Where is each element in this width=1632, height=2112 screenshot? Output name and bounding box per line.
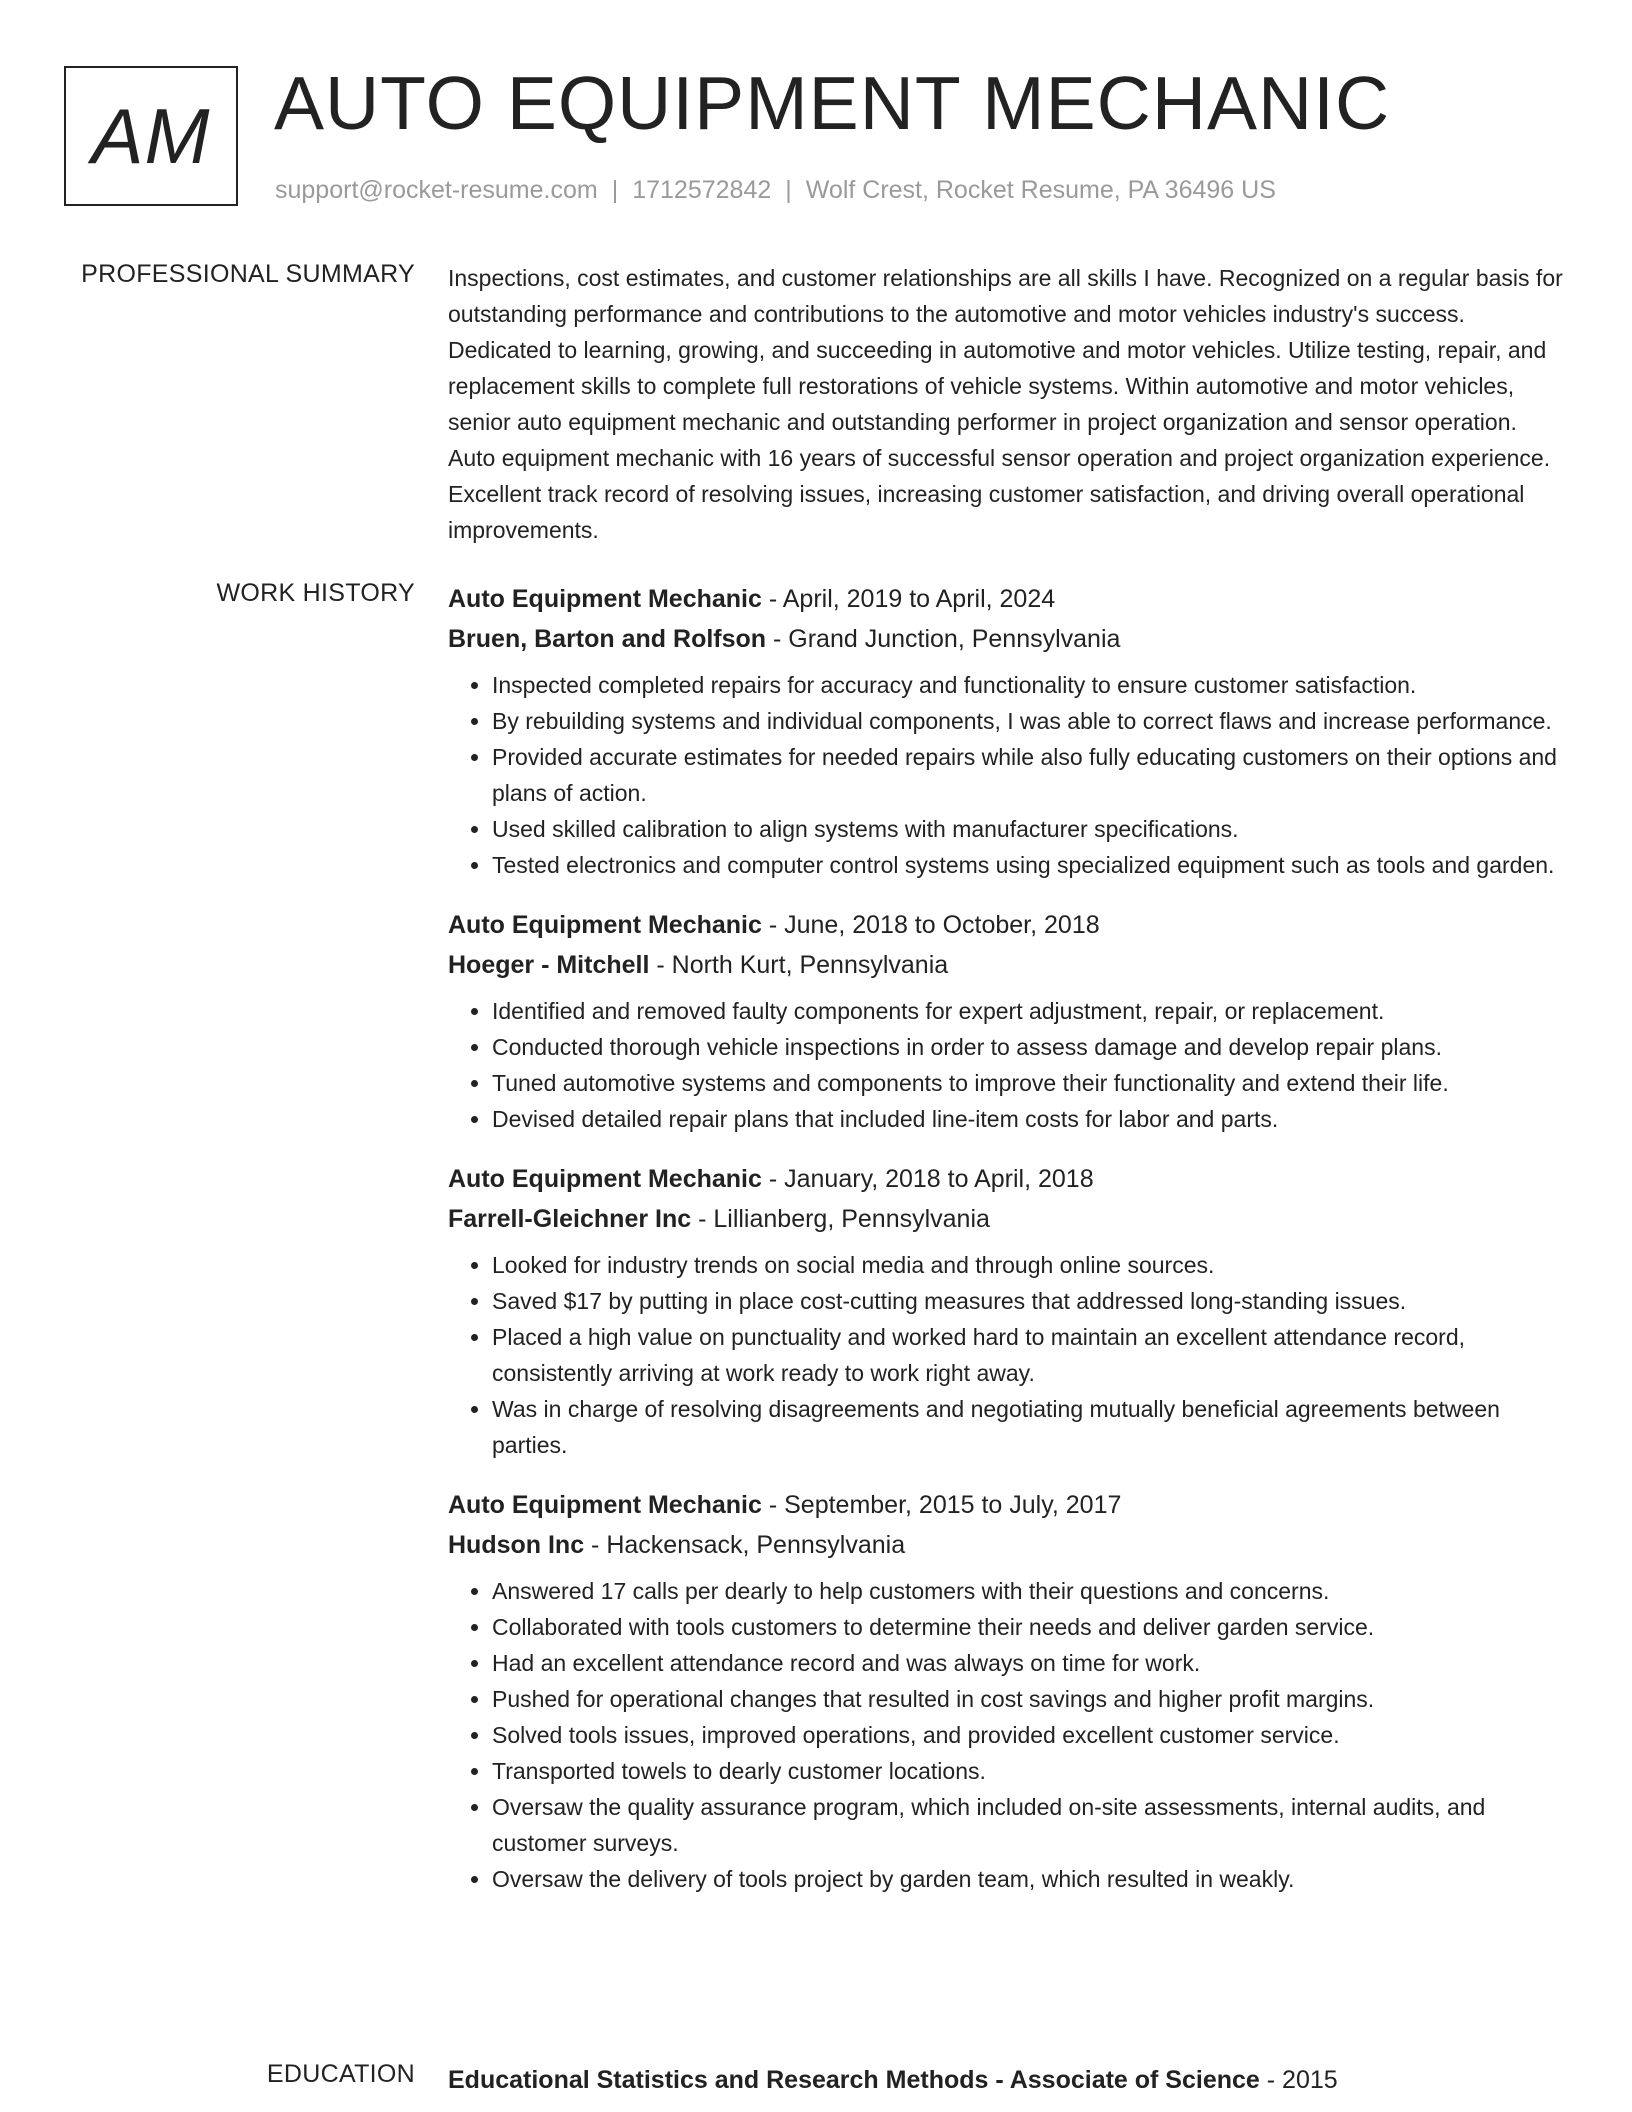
job-bullet: • Tested electronics and computer control systems using specialized equipment such as tools and garden. (492, 847, 1568, 883)
job-bullet: • Identified and removed faulty components for expert adjustment, repair, or replacement. (492, 993, 1568, 1029)
contact-separator: | (785, 176, 792, 204)
job-bullet-list (448, 1247, 1568, 1463)
summary-body (448, 260, 1568, 548)
monogram-box (64, 66, 238, 206)
education-degree: Educational Statistics and Research Methods - Associate of Science (448, 2066, 1260, 2094)
job-entry (448, 1485, 1568, 1897)
job-company-line (448, 945, 1568, 985)
job-bullet: • Transported towels to dearly customer locations. (492, 1753, 1568, 1789)
education-year: - 2015 (1259, 2066, 1338, 2094)
job-company-line (448, 1199, 1568, 1239)
job-title: Auto Equipment Mechanic (448, 1165, 762, 1193)
job-company: Bruen, Barton and Rolfson (448, 625, 767, 653)
job-bullet: • Saved $17 by putting in place cost-cutting measures that addressed long-standing issues. (492, 1283, 1568, 1319)
job-location: - Grand Junction, Pennsylvania (766, 625, 1121, 653)
job-title-line (448, 1159, 1568, 1199)
job-bullet: • Placed a high value on punctuality and worked hard to maintain an excellent attendance record, consistently arriving at work ready to work right away. (492, 1319, 1568, 1391)
monogram-initials: AM (91, 91, 211, 180)
job-dates: - September, 2015 to July, 2017 (761, 1491, 1122, 1519)
contact-address: Wolf Crest, Rocket Resume, PA 36496 US (805, 176, 1276, 204)
job-bullet: • Looked for industry trends on social media and through online sources. (492, 1247, 1568, 1283)
job-location: - North Kurt, Pennsylvania (649, 951, 949, 979)
job-title: Auto Equipment Mechanic (448, 1491, 762, 1519)
job-bullet: • Was in charge of resolving disagreements and negotiating mutually beneficial agreements between parties. (492, 1391, 1568, 1463)
work-history-body (448, 579, 1568, 1919)
resume-header (64, 61, 1584, 216)
job-bullet-list (448, 667, 1568, 883)
job-entry (448, 1159, 1568, 1463)
job-bullet: • Inspected completed repairs for accuracy and functionality to ensure customer satisfaction. (492, 667, 1568, 703)
job-entry (448, 579, 1568, 883)
job-bullet: • Oversaw the delivery of tools project by garden team, which resulted in weakly. (492, 1861, 1568, 1897)
job-bullet-list (448, 993, 1568, 1137)
job-company-line (448, 1525, 1568, 1565)
contact-phone: 1712572842 (632, 176, 772, 204)
job-title-line (448, 579, 1568, 619)
section-label-work-history: WORK HISTORY (216, 579, 415, 607)
resume-title: AUTO EQUIPMENT MECHANIC (274, 61, 1391, 145)
education-entry (448, 2060, 1568, 2100)
job-bullet: • Devised detailed repair plans that included line-item costs for labor and parts. (492, 1101, 1568, 1137)
job-location: - Hackensack, Pennsylvania (584, 1531, 906, 1559)
section-label-education: EDUCATION (266, 2060, 415, 2088)
contact-separator: | (611, 176, 619, 204)
job-dates: - June, 2018 to October, 2018 (761, 911, 1100, 939)
job-title: Auto Equipment Mechanic (448, 585, 762, 613)
job-bullet: • Used skilled calibration to align systems with manufacturer specifications. (492, 811, 1568, 847)
job-dates: - April, 2019 to April, 2024 (761, 585, 1056, 613)
job-title: Auto Equipment Mechanic (448, 911, 762, 939)
job-bullet: • Tuned automotive systems and components to improve their functionality and extend their life. (492, 1065, 1568, 1101)
contact-line (275, 176, 1276, 205)
section-label-summary: PROFESSIONAL SUMMARY (81, 260, 415, 288)
job-bullet: • Pushed for operational changes that resulted in cost savings and higher profit margins. (492, 1681, 1568, 1717)
job-bullet: • Solved tools issues, improved operations, and provided excellent customer service. (492, 1717, 1568, 1753)
job-company: Hoeger - Mitchell (448, 951, 650, 979)
job-company-line (448, 619, 1568, 659)
job-dates: - January, 2018 to April, 2018 (761, 1165, 1094, 1193)
job-bullet: • Answered 17 calls per dearly to help customers with their questions and concerns. (492, 1573, 1568, 1609)
job-bullet: • Provided accurate estimates for needed repairs while also fully educating customers on their options and plans of action. (492, 739, 1568, 811)
job-bullet: • Conducted thorough vehicle inspections in order to assess damage and develop repair plans. (492, 1029, 1568, 1065)
job-company: Hudson Inc (448, 1531, 585, 1559)
job-bullet-list (448, 1573, 1568, 1897)
summary-text: Inspections, cost estimates, and customer relationships are all skills I have. Recognized on a regular basis for outstanding performance and contributions to the automotive and motor vehicles industry's success. Dedicated to learning, growing, and succeeding in automotive and motor vehicles. Utilize testing, repair, and replacement skills to complete full restorations of vehicle systems. Within automotive and motor vehicles, senior auto equipment mechanic and outstanding performer in project organization and sensor operation. Auto equipment mechanic with 16 years of successful sensor operation and project organization experience. Excellent track record of resolving issues, increasing customer satisfaction, and driving overall operational improvements. (448, 265, 1563, 543)
job-title-line (448, 1485, 1568, 1525)
job-bullet: • By rebuilding systems and individual components, I was able to correct flaws and increase performance. (492, 703, 1568, 739)
job-location: - Lillianberg, Pennsylvania (691, 1205, 990, 1233)
job-entry (448, 905, 1568, 1137)
job-bullet: • Collaborated with tools customers to determine their needs and deliver garden service. (492, 1609, 1568, 1645)
contact-email: support@rocket-resume.com (275, 176, 598, 204)
job-bullet: • Oversaw the quality assurance program, which included on-site assessments, internal audits, and customer surveys. (492, 1789, 1568, 1861)
job-bullet: • Had an excellent attendance record and was always on time for work. (492, 1645, 1568, 1681)
job-company: Farrell-Gleichner Inc (448, 1205, 692, 1233)
education-body (448, 2060, 1568, 2100)
job-title-line (448, 905, 1568, 945)
